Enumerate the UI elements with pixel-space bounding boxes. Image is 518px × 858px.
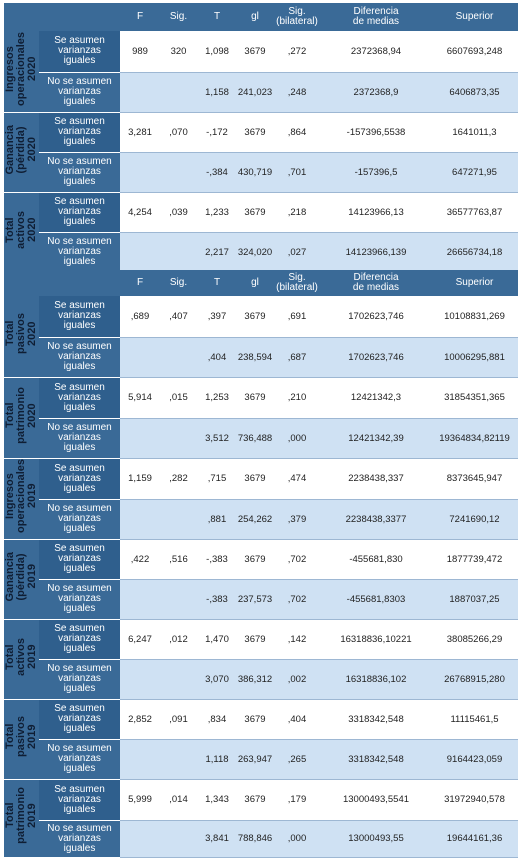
- table-row: [4, 31, 518, 72]
- cell-sig-bilateral: ,701: [273, 152, 321, 192]
- cell-sig-bilateral: ,002: [273, 659, 321, 699]
- table-row: [4, 72, 518, 112]
- cell-f: [120, 418, 160, 458]
- cell-f: [120, 232, 160, 272]
- cell-sig: ,282: [160, 458, 197, 499]
- cell-f: [120, 152, 160, 192]
- cell-f: [120, 820, 160, 857]
- cell-f: 5,914: [120, 377, 160, 418]
- cell-gl: 3679: [237, 619, 273, 659]
- header-t: T: [197, 3, 237, 31]
- row-label-unequal-variances: No se asumen varianzas iguales: [39, 659, 120, 699]
- cell-superior: 11115461,5: [431, 699, 518, 739]
- cell-superior: 19644161,36: [431, 820, 518, 857]
- variable-label: [4, 31, 39, 112]
- cell-gl: 3679: [237, 539, 273, 579]
- cell-sig-bilateral: ,000: [273, 820, 321, 857]
- cell-sig: [160, 152, 197, 192]
- cell-mean-difference: 2238438,337: [321, 458, 431, 499]
- cell-sig-bilateral: ,265: [273, 739, 321, 779]
- cell-superior: 9164423,059: [431, 739, 518, 779]
- cell-superior: 10006295,881: [431, 337, 518, 377]
- table-1-header-row: [4, 3, 518, 31]
- cell-t: 1,098: [197, 31, 237, 72]
- cell-gl: 430,719: [237, 152, 273, 192]
- cell-f: [120, 579, 160, 619]
- cell-mean-difference: -455681,830: [321, 539, 431, 579]
- cell-mean-difference: 2238438,3377: [321, 499, 431, 539]
- cell-mean-difference: 16318836,10221: [321, 619, 431, 659]
- row-label-equal-variances: Se asumen varianzas iguales: [39, 539, 120, 579]
- cell-t: -,383: [197, 579, 237, 619]
- cell-gl: 3679: [237, 779, 273, 820]
- cell-t: ,715: [197, 458, 237, 499]
- cell-t: -,172: [197, 112, 237, 152]
- cell-f: [120, 659, 160, 699]
- table-row: [4, 619, 518, 659]
- cell-sig: [160, 499, 197, 539]
- row-label-equal-variances: Se asumen varianzas iguales: [39, 458, 120, 499]
- cell-mean-difference: 14123966,139: [321, 232, 431, 272]
- cell-f: 989: [120, 31, 160, 72]
- header-mean-difference: Diferencia de medias: [321, 3, 431, 31]
- cell-f: 6,247: [120, 619, 160, 659]
- header-gl: gl: [237, 270, 273, 296]
- variable-name: Total pasivos 2019: [4, 716, 38, 757]
- header-sig: Sig.: [160, 270, 197, 296]
- cell-mean-difference: 12421342,3: [321, 377, 431, 418]
- cell-t: 1,233: [197, 192, 237, 232]
- table-row: [4, 779, 518, 820]
- cell-t: ,397: [197, 296, 237, 337]
- cell-superior: 38085266,29: [431, 619, 518, 659]
- cell-t: 1,470: [197, 619, 237, 659]
- variable-name: Total activos 2020: [4, 210, 38, 249]
- cell-sig: [160, 579, 197, 619]
- variable-label: [4, 619, 39, 699]
- cell-gl: 237,573: [237, 579, 273, 619]
- row-label-unequal-variances: No se asumen varianzas iguales: [39, 232, 120, 272]
- cell-gl: 241,023: [237, 72, 273, 112]
- row-label-unequal-variances: No se asumen varianzas iguales: [39, 418, 120, 458]
- cell-f: 4,254: [120, 192, 160, 232]
- cell-mean-difference: 16318836,102: [321, 659, 431, 699]
- variable-name: Ganancia (pérdida) 2020: [4, 124, 38, 175]
- cell-sig: [160, 232, 197, 272]
- table-row: [4, 458, 518, 499]
- row-label-unequal-variances: No se asumen varianzas iguales: [39, 499, 120, 539]
- cell-t: 1,118: [197, 739, 237, 779]
- cell-f: ,689: [120, 296, 160, 337]
- cell-gl: 788,846: [237, 820, 273, 857]
- cell-superior: 31854351,365: [431, 377, 518, 418]
- cell-f: [120, 739, 160, 779]
- table-row: [4, 739, 518, 779]
- header-sig-bilateral: Sig. (bilateral): [273, 3, 321, 31]
- cell-mean-difference: 13000493,55: [321, 820, 431, 857]
- cell-sig: ,015: [160, 377, 197, 418]
- variable-name: Total patrimonio 2020: [4, 386, 38, 444]
- cell-t: 3,070: [197, 659, 237, 699]
- header-superior: Superior: [431, 3, 518, 31]
- cell-superior: 1877739,472: [431, 539, 518, 579]
- header-mean-difference: Diferencia de medias: [321, 270, 431, 296]
- cell-gl: 3679: [237, 458, 273, 499]
- cell-sig: ,070: [160, 112, 197, 152]
- cell-f: 5,999: [120, 779, 160, 820]
- cell-mean-difference: -157396,5: [321, 152, 431, 192]
- cell-sig: [160, 72, 197, 112]
- header-corner: [4, 3, 120, 31]
- variable-name: Ingresos operacionales 2020: [4, 31, 38, 106]
- cell-sig-bilateral: ,379: [273, 499, 321, 539]
- cell-superior: 10108831,269: [431, 296, 518, 337]
- cell-sig: [160, 820, 197, 857]
- row-label-unequal-variances: No se asumen varianzas iguales: [39, 579, 120, 619]
- cell-t: 1,158: [197, 72, 237, 112]
- cell-sig-bilateral: ,272: [273, 31, 321, 72]
- cell-superior: 6406873,35: [431, 72, 518, 112]
- cell-superior: 36577763,87: [431, 192, 518, 232]
- variable-label: [4, 192, 39, 272]
- table-row: [4, 418, 518, 458]
- cell-f: [120, 337, 160, 377]
- variable-label: [4, 699, 39, 779]
- cell-mean-difference: 3318342,548: [321, 699, 431, 739]
- cell-t: 3,841: [197, 820, 237, 857]
- row-label-equal-variances: Se asumen varianzas iguales: [39, 296, 120, 337]
- cell-sig-bilateral: ,179: [273, 779, 321, 820]
- cell-sig-bilateral: ,142: [273, 619, 321, 659]
- row-label-equal-variances: Se asumen varianzas iguales: [39, 377, 120, 418]
- t-test-table-1: [4, 3, 518, 273]
- variable-label: [4, 112, 39, 192]
- row-label-unequal-variances: No se asumen varianzas iguales: [39, 152, 120, 192]
- header-f: F: [120, 270, 160, 296]
- row-label-unequal-variances: No se asumen varianzas iguales: [39, 72, 120, 112]
- cell-sig-bilateral: ,027: [273, 232, 321, 272]
- cell-t: -,384: [197, 152, 237, 192]
- table-row: [4, 296, 518, 337]
- cell-sig: ,014: [160, 779, 197, 820]
- cell-superior: 19364834,82119: [431, 418, 518, 458]
- table-row: [4, 112, 518, 152]
- row-label-equal-variances: Se asumen varianzas iguales: [39, 779, 120, 820]
- cell-sig-bilateral: ,248: [273, 72, 321, 112]
- cell-gl: 3679: [237, 31, 273, 72]
- row-label-unequal-variances: No se asumen varianzas iguales: [39, 739, 120, 779]
- row-label-equal-variances: Se asumen varianzas iguales: [39, 112, 120, 152]
- cell-gl: 736,488: [237, 418, 273, 458]
- cell-sig: 320: [160, 31, 197, 72]
- cell-gl: 3679: [237, 192, 273, 232]
- row-label-unequal-variances: No se asumen varianzas iguales: [39, 337, 120, 377]
- variable-name: Ingresos operacionales 2019: [4, 459, 38, 533]
- table-row: [4, 337, 518, 377]
- cell-sig: [160, 418, 197, 458]
- cell-superior: 1887037,25: [431, 579, 518, 619]
- header-gl: gl: [237, 3, 273, 31]
- table-row: [4, 539, 518, 579]
- cell-superior: 31972940,578: [431, 779, 518, 820]
- cell-superior: 26656734,18: [431, 232, 518, 272]
- cell-sig-bilateral: ,864: [273, 112, 321, 152]
- cell-gl: 3679: [237, 296, 273, 337]
- cell-superior: 647271,95: [431, 152, 518, 192]
- cell-sig: ,516: [160, 539, 197, 579]
- variable-label: [4, 779, 39, 857]
- cell-gl: 238,594: [237, 337, 273, 377]
- cell-mean-difference: 2372368,9: [321, 72, 431, 112]
- cell-mean-difference: -157396,5538: [321, 112, 431, 152]
- header-corner: [4, 270, 120, 296]
- cell-t: ,404: [197, 337, 237, 377]
- cell-mean-difference: 3318342,548: [321, 739, 431, 779]
- table-row: [4, 377, 518, 418]
- cell-f: 3,281: [120, 112, 160, 152]
- cell-mean-difference: 2372368,94: [321, 31, 431, 72]
- cell-sig-bilateral: ,474: [273, 458, 321, 499]
- cell-mean-difference: 14123966,13: [321, 192, 431, 232]
- variable-label: [4, 377, 39, 458]
- cell-superior: 8373645,947: [431, 458, 518, 499]
- row-label-equal-variances: Se asumen varianzas iguales: [39, 619, 120, 659]
- header-f: F: [120, 3, 160, 31]
- cell-sig-bilateral: ,000: [273, 418, 321, 458]
- cell-f: ,422: [120, 539, 160, 579]
- cell-t: ,881: [197, 499, 237, 539]
- table-row: [4, 499, 518, 539]
- cell-mean-difference: 1702623,746: [321, 337, 431, 377]
- cell-sig-bilateral: ,210: [273, 377, 321, 418]
- cell-superior: 7241690,12: [431, 499, 518, 539]
- cell-f: 2,852: [120, 699, 160, 739]
- cell-gl: 3679: [237, 377, 273, 418]
- cell-mean-difference: 1702623,746: [321, 296, 431, 337]
- cell-sig-bilateral: ,687: [273, 337, 321, 377]
- variable-name: Total patrimonio 2019: [4, 787, 38, 844]
- row-label-equal-variances: Se asumen varianzas iguales: [39, 699, 120, 739]
- variable-name: Total activos 2019: [4, 637, 38, 676]
- variable-name: Total pasivos 2020: [4, 313, 38, 355]
- cell-gl: 254,262: [237, 499, 273, 539]
- cell-gl: 324,020: [237, 232, 273, 272]
- table-1-body: [4, 31, 518, 272]
- cell-sig-bilateral: ,218: [273, 192, 321, 232]
- cell-sig: ,091: [160, 699, 197, 739]
- cell-sig: [160, 739, 197, 779]
- cell-gl: 386,312: [237, 659, 273, 699]
- cell-sig: ,039: [160, 192, 197, 232]
- cell-t: 1,343: [197, 779, 237, 820]
- row-label-unequal-variances: No se asumen varianzas iguales: [39, 820, 120, 857]
- table-2-header-row: [4, 270, 518, 296]
- table-row: [4, 192, 518, 232]
- cell-gl: 3679: [237, 699, 273, 739]
- cell-superior: 1641011,3: [431, 112, 518, 152]
- cell-gl: 3679: [237, 112, 273, 152]
- cell-superior: 6607693,248: [431, 31, 518, 72]
- cell-f: [120, 72, 160, 112]
- cell-sig: [160, 337, 197, 377]
- table-row: [4, 152, 518, 192]
- cell-sig: ,012: [160, 619, 197, 659]
- cell-mean-difference: 12421342,39: [321, 418, 431, 458]
- cell-mean-difference: -455681,8303: [321, 579, 431, 619]
- table-row: [4, 820, 518, 857]
- cell-sig: [160, 659, 197, 699]
- variable-label: [4, 296, 39, 377]
- cell-f: 1,159: [120, 458, 160, 499]
- cell-mean-difference: 13000493,5541: [321, 779, 431, 820]
- table-2-body: [4, 296, 518, 857]
- cell-sig-bilateral: ,691: [273, 296, 321, 337]
- table-row: [4, 659, 518, 699]
- cell-sig-bilateral: ,702: [273, 579, 321, 619]
- cell-f: [120, 499, 160, 539]
- cell-t: ,834: [197, 699, 237, 739]
- header-t: T: [197, 270, 237, 296]
- row-label-equal-variances: Se asumen varianzas iguales: [39, 192, 120, 232]
- variable-label: [4, 539, 39, 619]
- cell-sig: ,407: [160, 296, 197, 337]
- row-label-equal-variances: Se asumen varianzas iguales: [39, 31, 120, 72]
- cell-superior: 26768915,280: [431, 659, 518, 699]
- cell-t: 3,512: [197, 418, 237, 458]
- table-row: [4, 699, 518, 739]
- table-row: [4, 232, 518, 272]
- header-superior: Superior: [431, 270, 518, 296]
- table-row: [4, 579, 518, 619]
- t-test-table-2: [4, 270, 518, 858]
- variable-label: [4, 458, 39, 539]
- cell-sig-bilateral: ,702: [273, 539, 321, 579]
- variable-name: Ganancia (pérdida) 2019: [4, 551, 38, 602]
- header-sig: Sig.: [160, 3, 197, 31]
- cell-t: 1,253: [197, 377, 237, 418]
- cell-t: 2,217: [197, 232, 237, 272]
- cell-sig-bilateral: ,404: [273, 699, 321, 739]
- header-sig-bilateral: Sig. (bilateral): [273, 270, 321, 296]
- cell-gl: 263,947: [237, 739, 273, 779]
- cell-t: -,383: [197, 539, 237, 579]
